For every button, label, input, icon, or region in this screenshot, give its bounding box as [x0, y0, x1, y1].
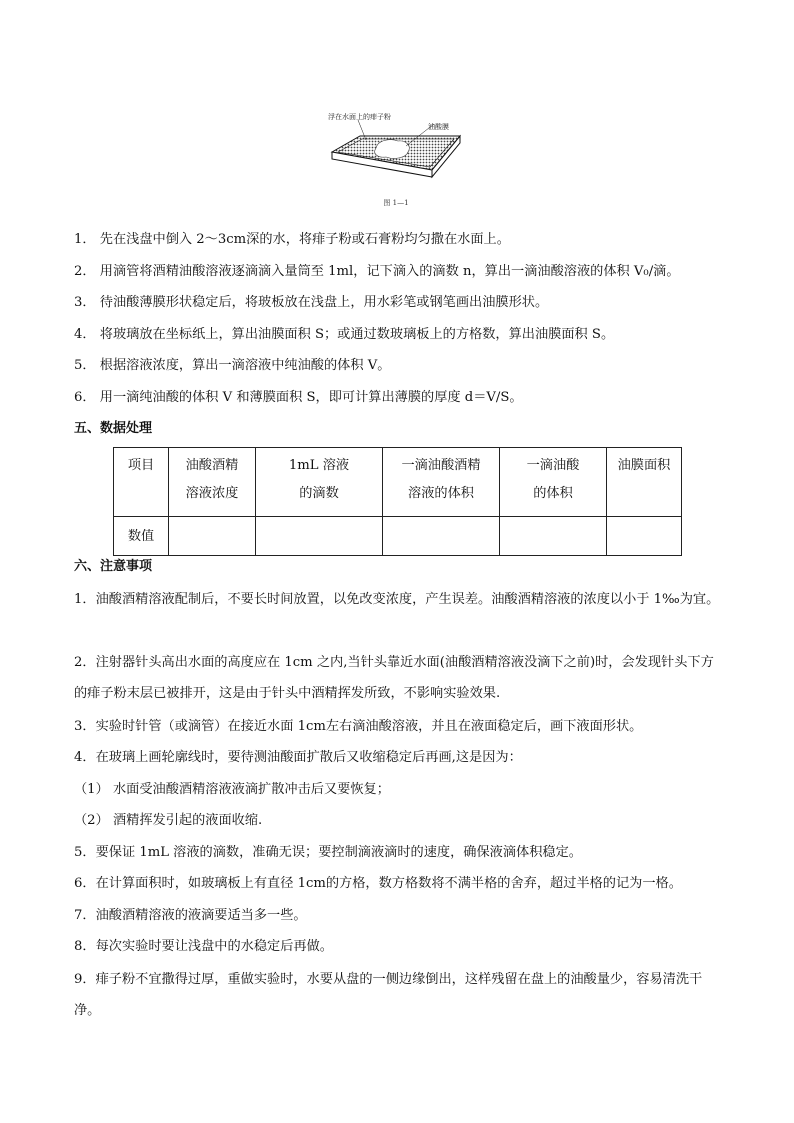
- step-2: 2． 用滴管将酒精油酸溶液逐滴滴入量筒至 1ml，记下滴入的滴数 n，算出一滴油酸溶液的体积 V₀/滴。: [74, 264, 680, 279]
- figure-caption: 图 1—1: [383, 199, 409, 207]
- step-5: 5． 根据溶液浓度，算出一滴溶液中纯油酸的体积 V。: [74, 358, 391, 373]
- note-9: 9．痱子粉不宜撒得过厚，重做实验时，水要从盘的一侧边缘倒出，这样残留在盘上的油酸量少，容易清洗干净。: [74, 972, 703, 1018]
- value-cell[interactable]: [256, 517, 383, 556]
- step-6: 6． 用一滴纯油酸的体积 V 和薄膜面积 S，即可计算出薄膜的厚度 d＝V/S。: [74, 390, 523, 405]
- value-cell[interactable]: [607, 517, 682, 556]
- section5-title: 五、数据处理: [74, 421, 153, 436]
- value-cell[interactable]: [500, 517, 607, 556]
- header-oil-volume: 一滴油酸 的体积: [500, 448, 607, 517]
- note-1: 1．油酸酒精溶液配制后，不要长时间放置，以免改变浓度，产生误差。油酸酒精溶液的浓度以小于 1‰为宜。: [74, 592, 720, 607]
- note-4-reason-1: （1） 水面受油酸酒精溶液液滴扩散冲击后又要恢复；: [74, 782, 390, 797]
- data-table: [113, 447, 682, 556]
- note-7: 7．油酸酒精溶液的液滴要适当多一些。: [74, 908, 307, 923]
- value-cell[interactable]: [383, 517, 500, 556]
- header-film-area: 油膜面积: [607, 448, 682, 517]
- header-drop-count: 1mL 溶液 的滴数: [256, 448, 383, 517]
- note-4: 4．在玻璃上画轮廓线时，要待测油酸面扩散后又收缩稳定后再画,这是因为：: [74, 750, 522, 765]
- header-concentration: 油酸酒精 溶液浓度: [169, 448, 256, 517]
- note-2: 2．注射器针头高出水面的高度应在 1cm 之内,当针头靠近水面(油酸酒精溶液没滴下之前)时，会发现针头下方的痱子粉末层已被排开，这是由于针头中酒精挥发所致，不影响实验效果.: [74, 655, 714, 701]
- note-3: 3．实验时针管（或滴管）在接近水面 1cm左右滴油酸溶液，并且在液面稳定后，画下液面形状。: [74, 719, 643, 734]
- row-label-values: 数值: [114, 517, 169, 556]
- step-3: 3． 待油酸薄膜形状稳定后，将玻板放在浅盘上，用水彩笔或钢笔画出油膜形状。: [74, 295, 549, 310]
- label-powder: 浮在水面上的痱子粉: [328, 113, 391, 121]
- note-5: 5．要保证 1mL 溶液的滴数，准确无误；要控制滴液滴时的速度，确保液滴体积稳定。: [74, 845, 582, 860]
- value-cell[interactable]: [169, 517, 256, 556]
- header-item: 项目: [114, 448, 169, 517]
- table-value-row: [114, 517, 682, 556]
- note-8: 8．每次实验时要让浅盘中的水稳定后再做。: [74, 939, 333, 954]
- note-6: 6．在计算面积时，如玻璃板上有直径 1cm的方格，数方格数将不满半格的舍弃，超过半格的记为一格。: [74, 876, 682, 891]
- step-1: 1． 先在浅盘中倒入 2～3cm深的水，将痱子粉或石膏粉均匀撒在水面上。: [74, 232, 510, 247]
- table-header-row: [114, 448, 682, 517]
- label-oil-film: 油酸膜: [428, 123, 449, 131]
- experiment-figure: [326, 110, 466, 210]
- header-drop-volume: 一滴油酸酒精 溶液的体积: [383, 448, 500, 517]
- step-4: 4． 将玻璃放在坐标纸上，算出油膜面积 S；或通过数玻璃板上的方格数，算出油膜面积 S。: [74, 327, 615, 342]
- section6-title: 六、注意事项: [74, 559, 153, 574]
- note-4-reason-2: （2） 酒精挥发引起的液面收缩.: [74, 813, 263, 828]
